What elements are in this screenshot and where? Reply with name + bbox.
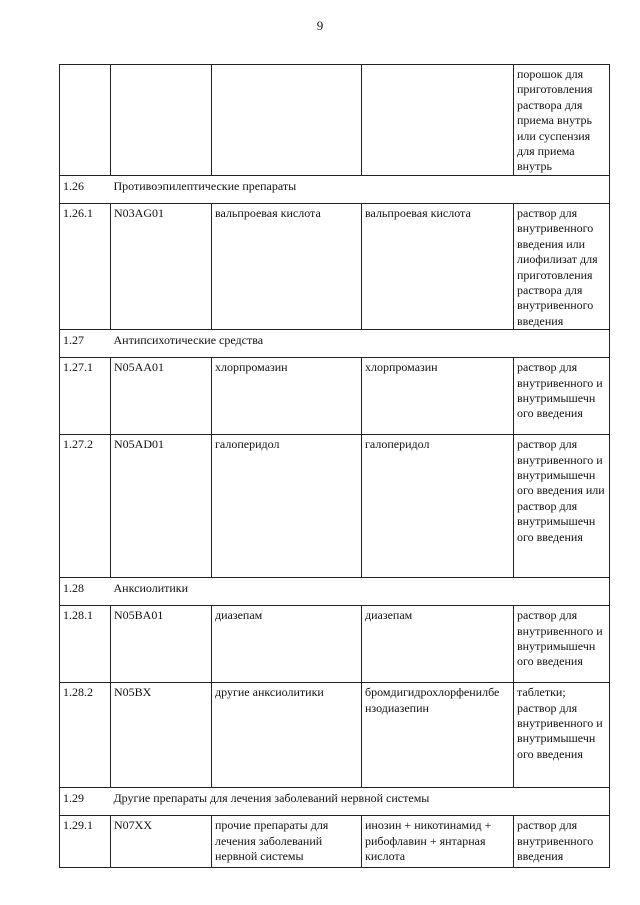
item-code: 1.27.1 — [60, 358, 111, 435]
item-code: 1.28.1 — [60, 606, 111, 683]
section-code: 1.28 — [60, 578, 111, 606]
drug-group-name: хлорпромазин — [212, 358, 362, 435]
table-row — [60, 606, 610, 683]
drug-group-name: вальпроевая кислота — [212, 204, 362, 330]
inn-name: вальпроевая кислота — [362, 204, 514, 330]
section-row — [60, 330, 610, 358]
table-row — [60, 816, 610, 868]
item-code: 1.29.1 — [60, 816, 111, 868]
item-code: 1.27.2 — [60, 435, 111, 578]
item-code: 1.28.2 — [60, 683, 111, 788]
drug-group-name — [212, 65, 362, 176]
atc-code: N05BA01 — [111, 606, 212, 683]
table-row — [60, 358, 610, 435]
page-number: 9 — [316, 18, 324, 33]
section-row — [60, 176, 610, 204]
inn-name: инозин + никотинамид + рибофлавин + янтарная кислота — [362, 816, 514, 868]
atc-code: N07XX — [111, 816, 212, 868]
drug-group-name: галоперидол — [212, 435, 362, 578]
dosage-form: раствор для внутривенного и внутримышечн ого введения — [514, 606, 610, 683]
inn-name: хлорпромазин — [362, 358, 514, 435]
section-code: 1.29 — [60, 788, 111, 816]
item-code — [60, 65, 111, 176]
dosage-form: таблетки; раствор для внутривенного и внутримышечн ого введения — [514, 683, 610, 788]
atc-code — [111, 65, 212, 176]
atc-code: N05AD01 — [111, 435, 212, 578]
dosage-form: раствор для внутривенного введения — [514, 816, 610, 868]
section-row — [60, 578, 610, 606]
atc-code: N03AG01 — [111, 204, 212, 330]
section-code: 1.27 — [60, 330, 111, 358]
inn-name: галоперидол — [362, 435, 514, 578]
atc-code: N05BX — [111, 683, 212, 788]
table-row — [60, 683, 610, 788]
section-title: Анксиолитики — [111, 578, 610, 606]
table-row — [60, 435, 610, 578]
table-row — [60, 65, 610, 176]
dosage-form: порошок для приготовления раствора для приема внутрь или суспензия для приема внутрь — [514, 65, 610, 176]
drug-table — [59, 64, 610, 868]
inn-name — [362, 65, 514, 176]
section-row — [60, 788, 610, 816]
drug-group-name: другие анксиолитики — [212, 683, 362, 788]
atc-code: N05AA01 — [111, 358, 212, 435]
inn-name: бромдигидрохлорфенилбе нзодиазепин — [362, 683, 514, 788]
table-row — [60, 204, 610, 330]
dosage-form: раствор для внутривенного и внутримышечн ого введения — [514, 358, 610, 435]
section-title: Другие препараты для лечения заболеваний нервной системы — [111, 788, 610, 816]
dosage-form: раствор для внутривенного и внутримышечн ого введения или раствор для внутримышечн ого введения — [514, 435, 610, 578]
section-title: Антипсихотические средства — [111, 330, 610, 358]
section-code: 1.26 — [60, 176, 111, 204]
drug-group-name: прочие препараты для лечения заболеваний нервной системы — [212, 816, 362, 868]
inn-name: диазепам — [362, 606, 514, 683]
dosage-form: раствор для внутривенного введения или лиофилизат для приготовления раствора для внутривенного введения — [514, 204, 610, 330]
drug-group-name: диазепам — [212, 606, 362, 683]
item-code: 1.26.1 — [60, 204, 111, 330]
section-title: Противоэпилептические препараты — [111, 176, 610, 204]
